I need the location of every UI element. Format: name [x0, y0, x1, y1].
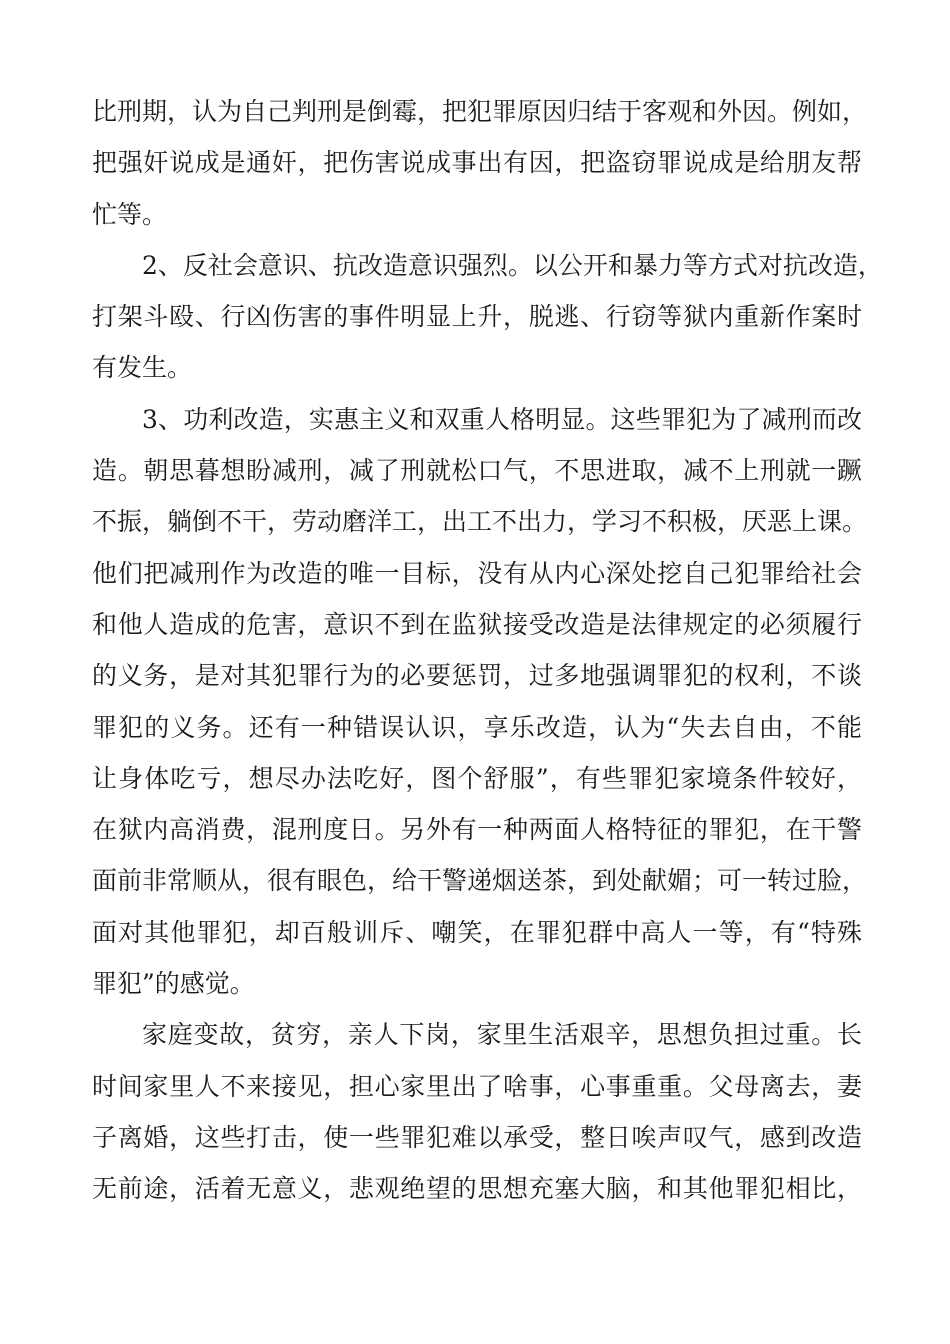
text-line: 2、反社会意识、抗改造意识强烈。以公开和暴力等方式对抗改造， [142, 250, 883, 280]
text-line: 面前非常顺从，很有眼色，给干警递烟送茶，到处献媚；可一转过脸， [92, 866, 868, 896]
text-line: 忙等。 [92, 199, 168, 229]
text-line: 3、功利改造，实惠主义和双重人格明显。这些罪犯为了减刑而改 [142, 404, 862, 434]
text-line: 造。朝思暮想盼减刑，减了刑就松口气，不思进取，减不上刑就一蹶 [92, 456, 862, 486]
text-line: 罪犯”的感觉。 [92, 969, 255, 999]
text-line: 的义务，是对其犯罪行为的必要惩罚，过多地强调罪犯的权利，不谈 [92, 661, 862, 691]
text-line: 无前途，活着无意义，悲观绝望的思想充塞大脑，和其他罪犯相比， [92, 1174, 862, 1204]
text-line: 和他人造成的危害，意识不到在监狱接受改造是法律规定的必须履行 [92, 609, 862, 639]
text-line: 让身体吃亏，想尽办法吃好，图个舒服”，有些罪犯家境条件较好， [92, 763, 862, 793]
text-line: 比刑期，认为自己判刑是倒霉，把犯罪原因归结于客观和外因。例如， [92, 97, 868, 126]
body-text [92, 86, 883, 1215]
text-line: 打架斗殴、行凶伤害的事件明显上升，脱逃、行窃等狱内重新作案时 [92, 302, 862, 332]
text-line: 有发生。 [92, 353, 193, 383]
text-line: 把强奸说成是通奸，把伤害说成事出有因，把盗窃罪说成是给朋友帮 [92, 148, 862, 178]
text-line: 罪犯的义务。还有一种错误认识，享乐改造，认为“失去自由，不能 [92, 712, 862, 742]
text-line: 在狱内高消费，混刑度日。另外有一种两面人格特征的罪犯，在干警 [92, 815, 862, 845]
text-line: 子离婚，这些打击，使一些罪犯难以承受，整日唉声叹气，感到改造 [92, 1122, 862, 1152]
text-line: 时间家里人不来接见，担心家里出了啥事，心事重重。父母离去，妻 [92, 1071, 862, 1101]
text-line: 面对其他罪犯，却百般训斥、嘲笑，在罪犯群中高人一等，有“特殊 [92, 917, 862, 947]
text-line: 不振，躺倒不干，劳动磨洋工，出工不出力，学习不积极，厌恶上课。 [92, 507, 868, 537]
text-line: 家庭变故，贫穷，亲人下岗，家里生活艰辛，思想负担过重。长 [142, 1020, 862, 1050]
text-line: 他们把减刑作为改造的唯一目标，没有从内心深处挖自己犯罪给社会 [92, 558, 862, 588]
